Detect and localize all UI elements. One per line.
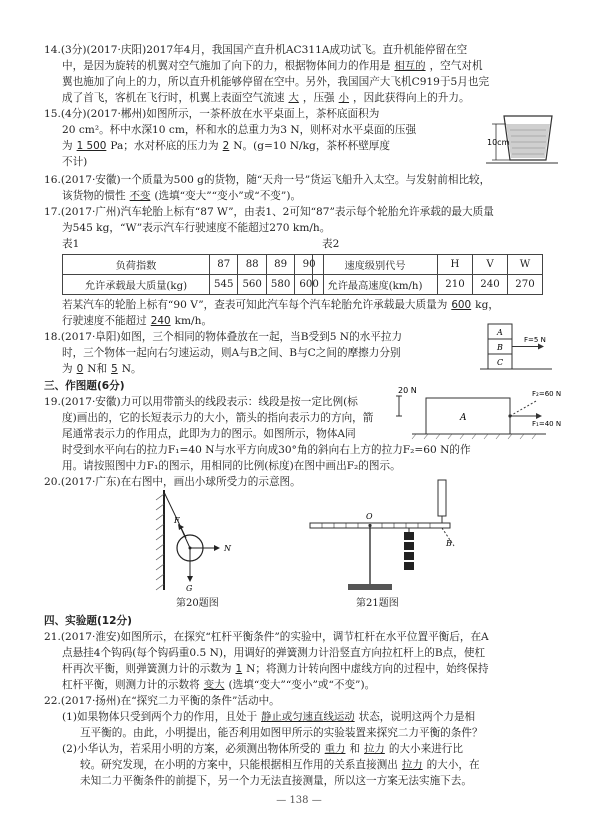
table-2-row [313, 275, 543, 295]
q14-line4: 成了首飞，客机在飞行时，机翼上表面空气流速 大 ，压强 小 ，因此获得向上的升力。 [62, 92, 470, 104]
table-cell: 允许承载最大质量(kg) [63, 275, 210, 295]
q19-line3: 尾通常表示力的作用点，此即为力的图示。如图所示，物体A同 [62, 428, 356, 440]
table-cell: 负荷指数 [63, 255, 210, 275]
force-label: F=5 N [524, 336, 546, 344]
q17-line1: 17.(2017·广州)汽车轮胎上标有“87 W”，由表1、2可知“87”表示每个轮胎允许承载的最大质量 [44, 206, 494, 218]
table-cell: 560 [238, 275, 266, 295]
section-4-heading: 四、实验题(12分) [44, 615, 132, 627]
table-1 [62, 254, 324, 295]
f2-label: F₂=60 N [532, 390, 562, 398]
table-cell: 90 [295, 255, 323, 275]
q17-answer-1: 600 [451, 299, 472, 311]
table-cell: 600 [295, 275, 323, 295]
q14-line2: 中，是因为旋转的机翼对空气施加了向下的力，根据物体间力的作用是 相互的 ，空气对机 [62, 60, 483, 72]
section-3-heading: 三、作图题(6分) [44, 380, 125, 392]
scale-label: 20 N [398, 386, 417, 395]
q22-line3: 互平衡的。由此，小明提出，能否利用如图甲所示的实验装置来探究二力平衡的条件？ [80, 727, 483, 739]
table-cell: 210 [438, 275, 473, 295]
q19-force-figure [396, 384, 568, 442]
table-2-header-row [313, 255, 543, 275]
q18-stacked-blocks-figure [480, 322, 560, 374]
q21-line1: 21.(2017·淮安)如图所示，在探究“杠杆平衡条件”的实验中，调节杠杆在水平位置平衡后，在A [44, 631, 489, 643]
q15-teacup-figure [486, 110, 558, 166]
q20-line1: 20.(2017·广东)在右图中，画出小球所受力的示意图。 [44, 476, 301, 488]
fig21-lever-figure [300, 478, 470, 596]
q21-line2: 点悬挂4个钩码(每个钩码重0.5 N)，用调好的弹簧测力计沿竖直方向拉杠杆上的B点，使杠 [62, 647, 486, 659]
block-b-label: B [497, 343, 503, 352]
fig20-ball-on-string [150, 490, 250, 594]
table-cell: 545 [210, 275, 238, 295]
q19-line1: 19.(2017·安徽)力可以用带箭头的线段表示：线段是按一定比例(标 [44, 396, 358, 408]
q15-answer-2: 2 [222, 140, 230, 152]
table-cell: H [438, 255, 473, 275]
q15-line4: 不计) [62, 156, 88, 168]
q19-line4: 时受到水平向右的拉力F₁=40 N与水平方向成30°角的斜向右上方的拉力F₂=60 N的作 [62, 444, 471, 456]
table-1-header-row [63, 255, 324, 275]
table-cell: V [473, 255, 508, 275]
table-cell: 速度级别代号 [313, 255, 438, 275]
f1-label: F₁=40 N [532, 420, 562, 428]
q17-line2: 为545 kg，“W”表示汽车行驶速度不能超过270 km/h。 [62, 222, 331, 234]
force-f-label: F [174, 516, 180, 525]
q22-answer-4: 拉力 [401, 759, 423, 771]
q22-line2: (1)如果物体只受到两个力的作用，且处于 静止或匀速直线运动 状态，说明这两个力是相 [62, 711, 476, 723]
force-n-label: N [224, 544, 231, 553]
q18-answer-1: 0 [76, 363, 84, 375]
table-cell: 89 [266, 255, 294, 275]
q14-answer-1: 相互的 [394, 60, 426, 72]
q19-line5: 用。请按照图中力F₁的图示，用相同的比例(标度)在图中画出F₂的图示。 [62, 460, 401, 472]
q14-line1: 14.(3分)(2017·庆阳)2017年4月，我国国产直升机AC311A成功试飞。直升机能停留在空 [44, 44, 468, 56]
fulcrum-o-label: O [366, 512, 373, 521]
q22-answer-2: 重力 [324, 743, 346, 755]
object-a-label: A [460, 413, 467, 423]
table-cell: 240 [473, 275, 508, 295]
block-c-label: C [497, 358, 504, 367]
q17-line3: 若某汽车的轮胎上标有“90 V”，查表可知此汽车每个汽车轮胎允许承载最大质量为 600 kg， [62, 299, 499, 311]
q18-answer-2: 5 [111, 363, 118, 375]
q22-answer-3: 拉力 [364, 743, 385, 755]
q21-answer-2: 变大 [203, 679, 225, 691]
q22-answer-1: 静止或匀速直线运动 [261, 711, 355, 723]
q18-line3: 为 0 N和 5 N。 [62, 363, 142, 375]
q16-answer-1: 不变 [129, 190, 151, 202]
table-cell: W [508, 255, 543, 275]
q22-line4: (2)小华认为，若采用小明的方案，必须测出物体所受的 重力 和 拉力 的大小来进行比 [62, 743, 463, 755]
table-cell: 270 [508, 275, 543, 295]
table2-title: 表2 [322, 238, 340, 250]
q15-line3: 为 1 500 Pa；水对杯底的压力为 2 N。(g=10 N/kg，茶杯杯壁厚度 [62, 140, 390, 152]
q17-answer-2: 240 [150, 315, 171, 327]
table-cell: 87 [210, 255, 238, 275]
q21-answer-1: 1 [235, 663, 243, 675]
table-cell: 580 [266, 275, 294, 295]
q21-line3: 杆再次平衡，则弹簧测力计的示数为 1 N；将测力计转向图中虚线方向的过程中，始终保持 [62, 663, 489, 675]
q15-depth-label: 10cm [487, 138, 510, 147]
page-number: — 138 — [276, 795, 322, 806]
q22-line1: 22.(2017·扬州)在“探究二力平衡的条件”活动中。 [44, 695, 280, 707]
q15-line2: 20 cm²。杯中水深10 cm，杯和水的总重力为3 N，则杯对水平桌面的压强 [62, 124, 417, 136]
q16-line2: 该货物的惯性 不变 (选填“变大”“变小”或“不变”)。 [62, 190, 302, 202]
q14-answer-2: 大 [288, 92, 299, 104]
table-1-row [63, 275, 324, 295]
table-cell: 88 [238, 255, 266, 275]
q15-line1: 15.(4分)(2017·郴州)如图所示，一茶杯放在水平桌面上，茶杯底面积为 [44, 108, 380, 120]
fig21-caption: 第21题图 [356, 598, 399, 609]
table1-title: 表1 [62, 238, 80, 250]
q19-line2: 度)画出的，它的长短表示力的大小，箭头的指向表示力的方向，箭 [62, 412, 374, 424]
table-2 [312, 254, 543, 295]
table-cell: 允许最高速度(km/h) [313, 275, 438, 295]
fig20-caption: 第20题图 [176, 598, 219, 609]
q15-answer-1: 1 500 [76, 140, 107, 152]
q18-line1: 18.(2017·阜阳)如图，三个相同的物体叠放在一起，当B受到5 N的水平拉力 [44, 331, 403, 343]
point-b-label: B [446, 539, 452, 548]
block-a-label: A [497, 328, 503, 337]
q21-line4: 杠杆平衡，则测力计的示数将 变大 (选填“变大”“变小”或“不变”)。 [62, 679, 376, 691]
q17-line4: 行驶速度不能超过 240 km/h。 [62, 315, 213, 327]
q22-line5: 较。研究发现，在小明的方案中，只能根据相互作用的关系直接测出 拉力 的大小，在 [80, 759, 480, 771]
q16-line1: 16.(2017·安徽)一个质量为500 g的货物，随“天舟一号”货运飞船升入太空。与发射前相比较， [44, 174, 491, 186]
q14-line3: 翼也施加了向上的力，所以直升机能够停留在空中。另外，我国国产大飞机C919于5月也完 [62, 76, 490, 88]
q22-line6: 未知二力平衡条件的前提下，另一个力无法直接测量，所以这一方案无法实施下去。 [80, 775, 472, 787]
q14-answer-3: 小 [338, 92, 350, 104]
q18-line2: 时，三个物体一起向右匀速运动，则A与B之间、B与C之间的摩擦力分别 [62, 347, 401, 359]
force-g-label: G [186, 584, 193, 593]
